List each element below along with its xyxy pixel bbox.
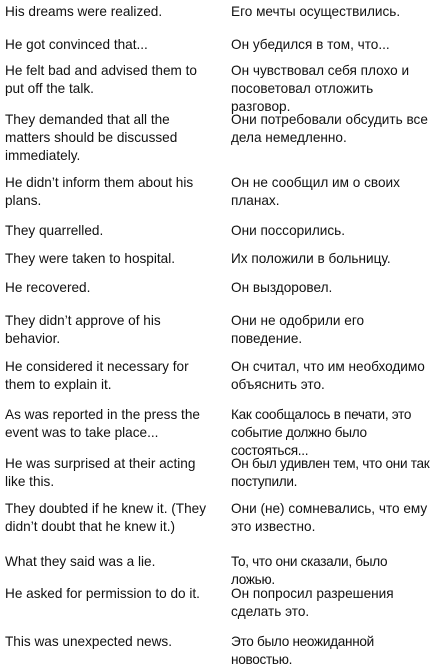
english-phrase-14: What they said was a lie. <box>5 554 156 569</box>
english-phrase-12: He was surprised at their acting like this. <box>5 456 196 489</box>
english-phrase-9: They didn’t approve of his behavior. <box>5 313 161 346</box>
english-phrase-7: They were taken to hospital. <box>5 251 176 266</box>
english-phrase-6: They quarrelled. <box>5 223 104 238</box>
english-phrase-15: He asked for permission to do it. <box>5 586 200 601</box>
english-phrase-5: He didn’t inform them about his plans. <box>5 175 194 208</box>
russian-translation-12: Он был удивлен тем, что они так поступили. <box>231 456 430 489</box>
russian-translation-3: Он чувствовал себя плохо и посоветовал отложить разговор. <box>231 63 410 114</box>
english-phrase-13: They doubted if he knew it. (They didn’t doubt that he knew it.) <box>5 501 206 534</box>
russian-translation-10: Он считал, что им необходимо объяснить это. <box>231 359 425 392</box>
russian-translation-13: Они (не) сомневались, что ему это известно. <box>231 501 428 534</box>
russian-translation-15: Он попросил разрешения сделать это. <box>231 586 394 619</box>
russian-translation-9: Они не одобрили его поведение. <box>231 313 365 346</box>
english-phrase-2: He got convinced that... <box>5 37 148 52</box>
english-phrase-8: He recovered. <box>5 280 91 295</box>
english-phrase-3: He felt bad and advised them to put off the talk. <box>5 63 197 96</box>
english-phrase-1: His dreams were realized. <box>5 4 163 19</box>
russian-translation-1: Его мечты осуществились. <box>231 4 401 19</box>
russian-translation-8: Он выздоровел. <box>231 280 333 295</box>
english-phrase-10: He considered it necessary for them to explain it. <box>5 359 189 392</box>
russian-translation-7: Их положили в больницу. <box>231 251 391 266</box>
russian-translation-11: Как сообщалось в печати, это событие должно было состояться... <box>231 407 412 458</box>
english-phrase-11: As was reported in the press the event was to take place... <box>5 407 200 440</box>
english-phrase-16: This was unexpected news. <box>5 634 172 649</box>
russian-translation-6: Они поссорились. <box>231 223 346 238</box>
russian-translation-4: Они потребовали обсудить все дела немедленно. <box>231 112 428 145</box>
russian-translation-5: Он не сообщил им о своих планах. <box>231 175 400 208</box>
russian-translation-14: То, что они сказали, было ложью. <box>231 554 388 587</box>
russian-translation-2: Он убедился в том, что... <box>231 37 390 52</box>
english-phrase-4: They demanded that all the matters should be discussed immediately. <box>5 112 178 163</box>
russian-translation-16: Это было неожиданной новостью. <box>231 634 374 667</box>
